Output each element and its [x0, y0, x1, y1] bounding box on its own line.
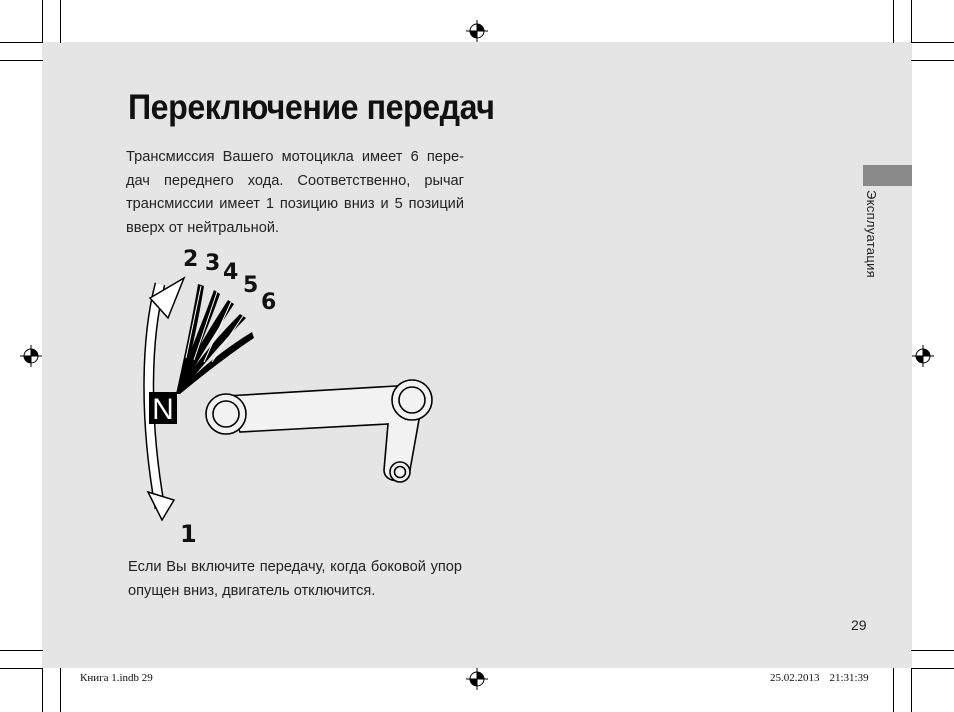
gear-shift-diagram	[140, 238, 450, 548]
crop-mark	[911, 650, 954, 651]
gear-label: 1	[180, 520, 197, 548]
shift-lever	[206, 380, 432, 482]
registration-mark-icon	[466, 668, 488, 690]
crop-mark	[911, 668, 954, 669]
page-number: 29	[851, 617, 867, 633]
sidestand-paragraph: Если Вы включите передачу, когда боковой упор опущен вниз, двигатель отключится.	[128, 559, 462, 599]
crop-mark	[0, 650, 43, 651]
registration-mark-icon	[912, 345, 934, 367]
crop-mark	[42, 668, 43, 712]
crop-mark	[0, 668, 43, 669]
section-label: Эксплуатация	[864, 190, 879, 278]
gear-label: 2	[183, 247, 199, 272]
footer-file-info: Книга 1.indb 29	[80, 672, 153, 684]
crop-mark	[0, 42, 43, 43]
crop-mark	[911, 668, 912, 712]
crop-mark	[0, 60, 43, 61]
crop-mark	[42, 0, 43, 43]
gear-label: 5	[243, 273, 259, 298]
section-tab	[863, 165, 912, 186]
neutral-label: N	[152, 393, 174, 426]
intro-paragraph: Трансмиссия Вашего мотоцикла имеет 6 пере-дач переднего хода. Соответственно, рычаг трансмиссии имеет 1 позицию вниз и 5 позиций вверх от нейтральной.	[126, 149, 464, 236]
crop-mark	[911, 42, 954, 43]
crop-mark	[893, 0, 894, 43]
registration-mark-icon	[466, 20, 488, 42]
upshift-fan	[176, 284, 254, 394]
footer-timestamp	[770, 672, 869, 684]
page-title: Переключение передач	[128, 88, 495, 127]
crop-mark	[911, 0, 912, 43]
gear-label: 3	[205, 251, 221, 276]
footer-time: 21:31:39	[829, 672, 869, 684]
crop-mark	[911, 60, 954, 61]
footer-date: 25.02.2013	[770, 672, 820, 684]
registration-mark-icon	[20, 345, 42, 367]
gear-label: 4	[223, 260, 239, 285]
crop-mark	[60, 0, 61, 43]
crop-mark	[893, 668, 894, 712]
crop-mark	[60, 668, 61, 712]
gear-label: 6	[261, 290, 277, 315]
